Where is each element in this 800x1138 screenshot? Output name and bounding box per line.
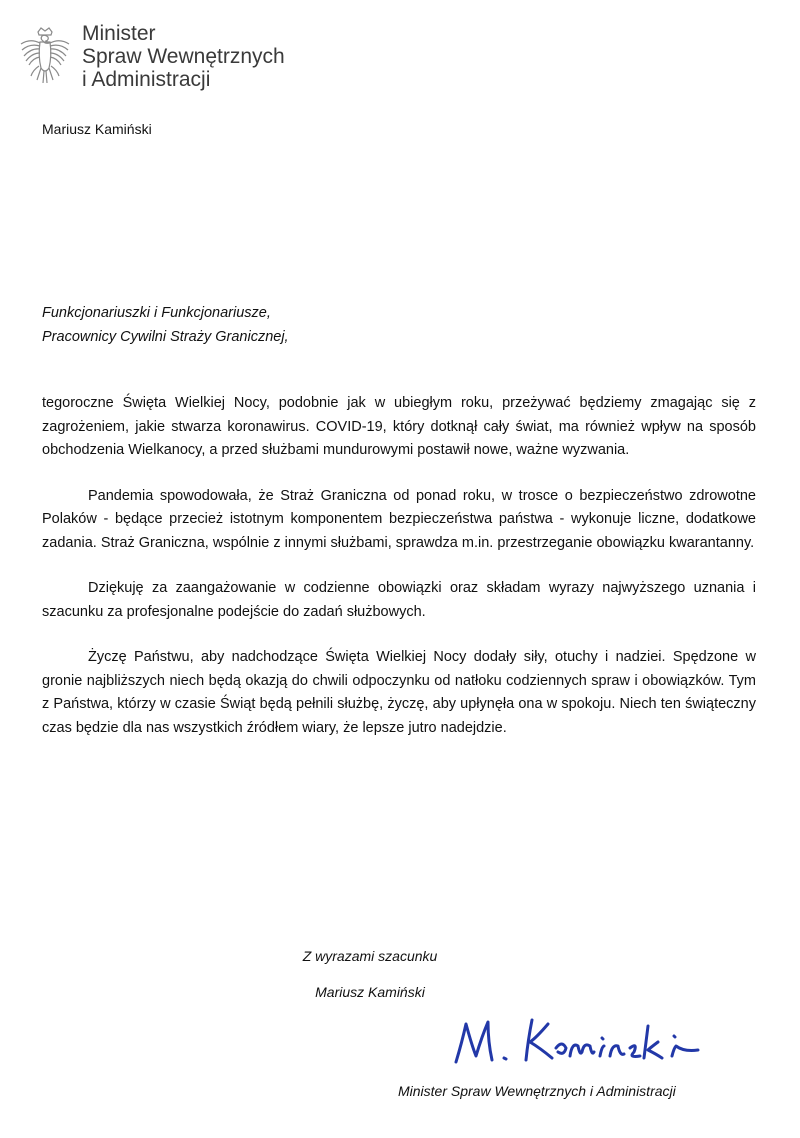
paragraph-4: Życzę Państwu, aby nadchodzące Święta Wielkiej Nocy dodały siły, otuchy i nadziei. Spędzone w gronie najbliższych niech będą okazją do chwili odpoczynku od natłoku codziennych spraw i obowiązków. Tym z Państwa, którzy w czasie Świąt będą pełnili służbę, życzę, aby upłynęła ona w spokoju. Niech ten świąteczny czas będzie dla nas wszystkich źródłem wiary, że lepsze jutro nadejdzie. [42, 649, 756, 736]
salutation-line-1: Funkcjonariuszki i Funkcjonariusze, [42, 305, 271, 321]
ministry-line-2: Spraw Wewnętrznych [82, 45, 285, 68]
ministry-name [82, 22, 285, 91]
salutation-line-2: Pracownicy Cywilni Straży Granicznej, [42, 329, 289, 345]
letter-body [42, 392, 756, 762]
closing-regards: Z wyrazami szacunku [302, 948, 438, 964]
paragraph-2: Pandemia spowodowała, że Straż Graniczna od ponad roku, w trosce o bezpieczeństwo zdrowotne Polaków - będące przecież istotnym komponentem bezpieczeństwa państwa - wykonuje liczne, dodatkowe zadania. Straż Graniczna, wspólnie z innymi służbami, sprawdza m.in. przestrzeganie obowiązku kwarantanny. [42, 487, 756, 551]
handwritten-signature [448, 1012, 710, 1070]
closing-name: Mariusz Kamiński [315, 984, 425, 1000]
author-name: Mariusz Kamiński [42, 121, 152, 137]
paragraph-3: Dziękuję za zaangażowanie w codzienne obowiązki oraz składam wyrazy najwyższego uznania i szacunku za profesjonalne podejście do zadań służbowych. [42, 580, 756, 620]
letterhead [18, 22, 348, 96]
paragraph-1: tegoroczne Święta Wielkiej Nocy, podobnie jak w ubiegłym roku, przeżywać będziemy zmagając się z zagrożeniem, jakie stwarza koronawirus. COVID-19, który dotknął cały świat, ma również wpływ na sposób obchodzenia Wielkanocy, a przed służbami mundurowymi postawił nowe, ważne wyzwania. [42, 395, 756, 458]
ministry-line-1: Minister [82, 22, 156, 45]
ministry-line-3: i Administracji [82, 68, 211, 91]
polish-eagle-icon [18, 26, 72, 92]
salutation [42, 301, 289, 349]
signatory-title: Minister Spraw Wewnętrznych i Administracji [398, 1083, 676, 1099]
